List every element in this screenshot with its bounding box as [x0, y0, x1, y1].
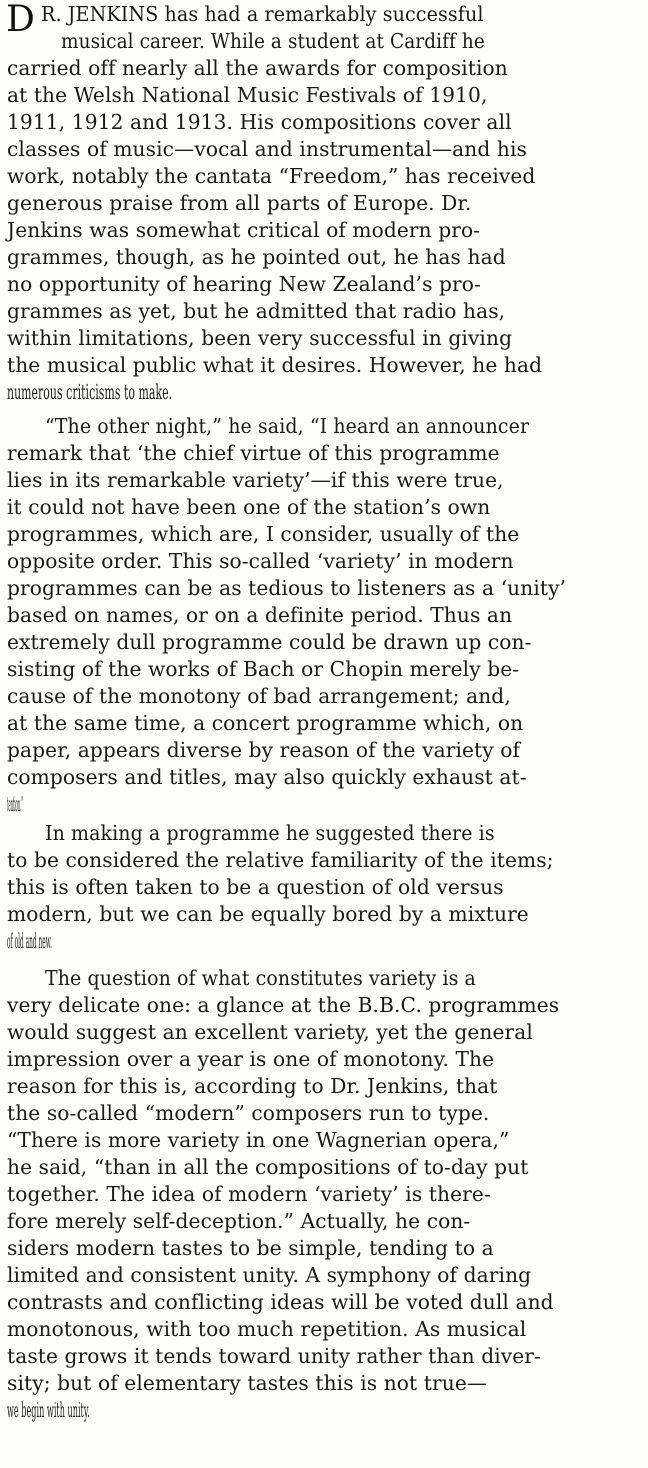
text-line: would suggest an excellent variety, yet the general [7, 1020, 533, 1044]
text-line: of old and new. [7, 929, 52, 953]
text-line: reason for this is, according to Dr. Jenkins, that [7, 1074, 498, 1098]
text-line: sisting of the works of Bach or Chopin merely be- [7, 657, 520, 681]
text-line: generous praise from all parts of Europe. Dr. [7, 191, 472, 215]
text-line: 1911, 1912 and 1913. His compositions cover all [7, 110, 512, 134]
text-line: sity; but of elementary tastes this is not true— [7, 1371, 488, 1395]
text-line: classes of music—vocal and instrumental—and his [7, 137, 527, 161]
text-line: grammes as yet, but he admitted that radio has, [7, 299, 506, 323]
text-line: “The other night,” he said, “I heard an announcer [45, 414, 530, 438]
text-line: programmes can be as tedious to listeners as a ‘unity’ [7, 576, 567, 600]
text-line: tention.” [7, 792, 24, 816]
text-line: he said, “than in all the compositions of to-day put [7, 1155, 529, 1179]
text-line: very delicate one: a glance at the B.B.C. programmes [7, 993, 560, 1017]
text-line: together. The idea of modern ‘variety’ is there- [7, 1182, 491, 1206]
text-line: siders modern tastes to be simple, tending to a [7, 1236, 494, 1260]
text-line: it could not have been one of the station’s own [7, 495, 491, 519]
drop-cap: D [6, 0, 35, 40]
text-line: In making a programme he suggested there is [45, 821, 495, 845]
text-line: based on names, or on a definite period. Thus an [7, 603, 513, 627]
text-line: opposite order. This so-called ‘variety’ in modern [7, 549, 514, 573]
text-line: remark that ‘the chief virtue of this programme [7, 441, 500, 465]
text-line: impression over a year is one of monotony. The [7, 1047, 495, 1071]
text-line: Jenkins was somewhat critical of modern pro- [7, 218, 481, 242]
text-line: R. JENKINS has had a remarkably successful [41, 2, 484, 26]
text-line: at the Welsh National Music Festivals of 1910, [7, 83, 488, 107]
text-line: cause of the monotony of bad arrangement; and, [7, 684, 511, 708]
text-line: the so-called “modern” composers run to type. [7, 1101, 490, 1125]
text-line: this is often taken to be a question of old versus [7, 875, 504, 899]
text-line: grammes, though, as he pointed out, he has had [7, 245, 506, 269]
text-line: musical career. While a student at Cardiff he [61, 29, 485, 53]
text-line: no opportunity of hearing New Zealand’s pro- [7, 272, 481, 296]
text-line: “There is more variety in one Wagnerian opera,” [7, 1128, 510, 1152]
text-line: contrasts and conflicting ideas will be voted dull and [7, 1290, 554, 1314]
text-line: fore merely self-deception.” Actually, he con- [7, 1209, 471, 1233]
text-line: limited and consistent unity. A symphony of daring [7, 1263, 532, 1287]
text-line: composers and titles, may also quickly exhaust at- [7, 765, 527, 789]
text-line: carried off nearly all the awards for composition [7, 56, 508, 80]
text-line: modern, but we can be equally bored by a mixture [7, 902, 529, 926]
text-line: lies in its remarkable variety’—if this were true, [7, 468, 504, 492]
text-line: taste grows it tends toward unity rather than diver- [7, 1344, 541, 1368]
text-line: extremely dull programme could be drawn up con- [7, 630, 532, 654]
text-line: the musical public what it desires. However, he had [7, 353, 543, 377]
text-line: numerous criticisms to make. [7, 380, 173, 404]
text-line: programmes, which are, I consider, usually of the [7, 522, 520, 546]
text-line: work, notably the cantata “Freedom,” has received [7, 164, 536, 188]
text-line: within limitations, been very successful in giving [7, 326, 513, 350]
text-line: at the same time, a concert programme which, on [7, 711, 524, 735]
text-line: monotonous, with too much repetition. As musical [7, 1317, 527, 1341]
text-line: The question of what constitutes variety is a [45, 966, 476, 990]
text-line: to be considered the relative familiarity of the items; [7, 848, 554, 872]
text-line: paper, appears diverse by reason of the variety of [7, 738, 521, 762]
text-line: we begin with unity. [7, 1398, 90, 1422]
